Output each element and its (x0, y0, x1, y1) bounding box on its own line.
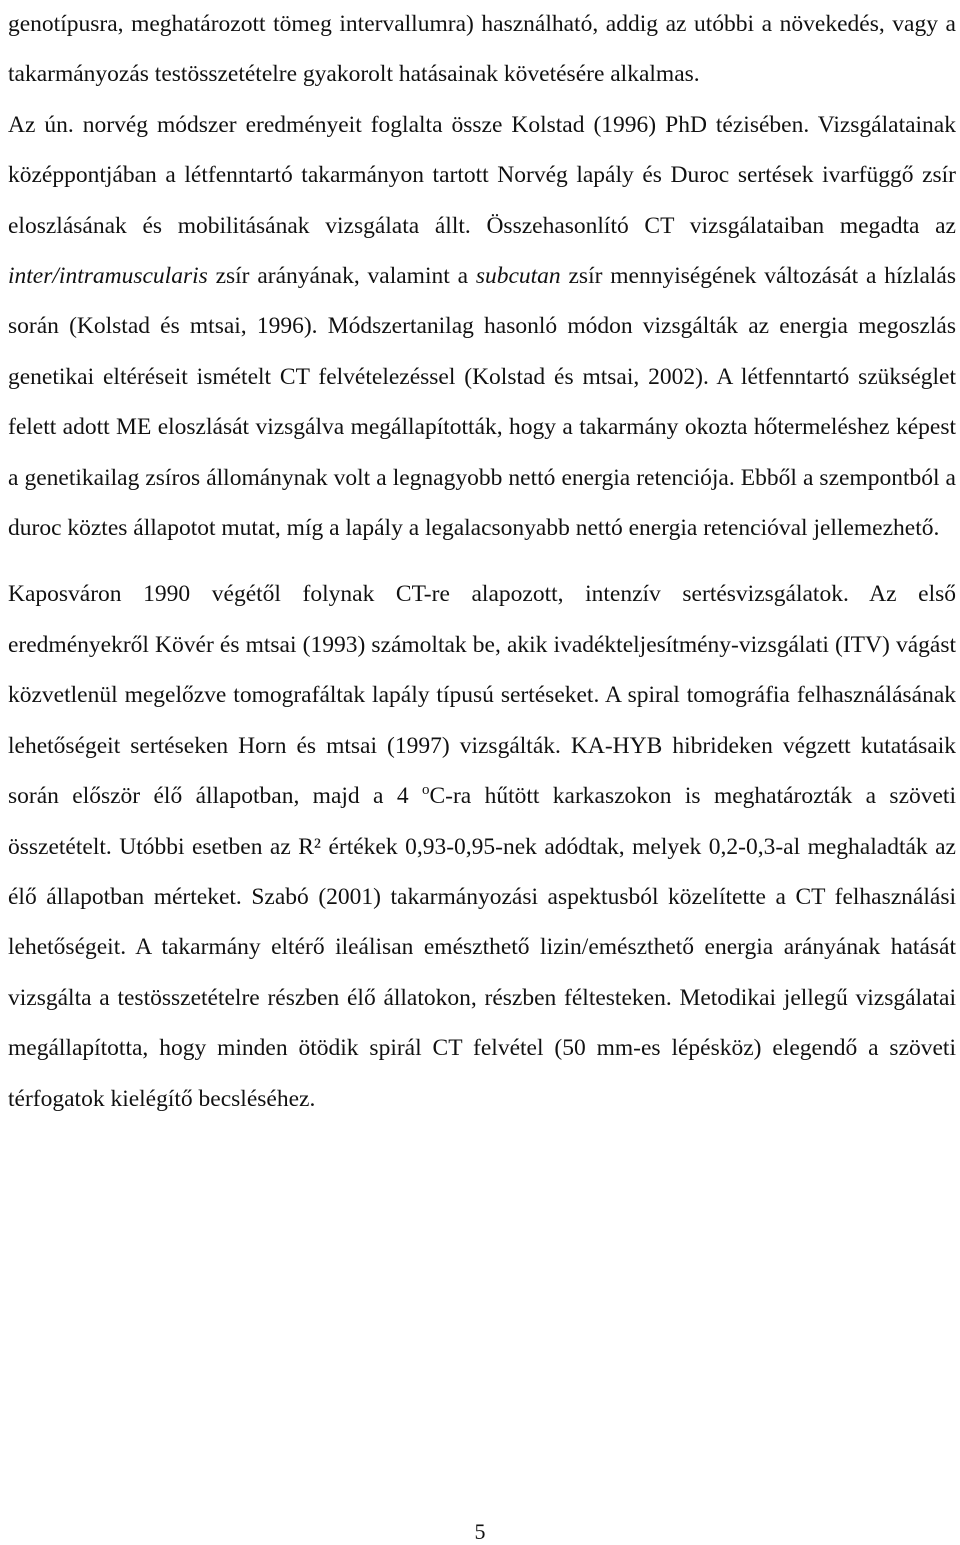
paragraph-2-text-b: zsír arányának, valamint a (207, 263, 476, 290)
document-page (8, 0, 956, 1124)
paragraph-1 (8, 0, 956, 100)
paragraph-2 (8, 100, 956, 554)
paragraph-3 (8, 569, 956, 1123)
page-number: 5 (474, 1519, 486, 1544)
paragraph-2-italic-term-1: inter/intramuscularis (8, 263, 208, 290)
paragraph-2-text-c: zsír mennyiségének változását a hízlalás során (Kolstad és mtsai, 1996). Módszertanilag hasonló módon vizsgálták az energia megoszlás genetikai eltéréseit ismételt CT felvételezéssel (Kolstad és mtsai, 2002). A létfenntartó szükséglet felett adott ME eloszlását vizsgálva megállapították, hogy a takarmány okozta hőtermeléshez képest a genetikailag zsíros állománynak volt a legnagyobb nettó energia retenciója. Ebből a szempontból a duroc köztes állapotot mutat, míg a lapály a legalacsonyabb nettó energia retencióval jellemezhető. (8, 263, 956, 542)
paragraph-2-italic-term-2: subcutan (475, 263, 561, 290)
degree-superscript: o (421, 782, 430, 799)
paragraph-3-text-b: C-ra hűtött karkaszokon is meghatározták a szöveti összetételt. Utóbbi esetben az R² értékek 0,93-0,95-nek adódtak, melyek 0,2-0,3-al meghaladták az élő állapotban mérteket. Szabó (2001) takarmányozási aspektusból közelítette a CT felhasználási lehetőségeit. A takarmány eltérő ileálisan emészthető lizin/emészthető energia arányának hatását vizsgálta a testösszetételre részben élő állatokon, részben féltesteken. Metodikai jellegű vizsgálatai megállapította, hogy minden ötödik spirál CT felvétel (50 mm-es lépésköz) elegendő a szöveti térfogatok kielégítő becsléséhez. (8, 783, 956, 1112)
paragraph-3-text-a: Kaposváron 1990 végétől folynak CT-re alapozott, intenzív sertésvizsgálatok. Az első eredményekről Kövér és mtsai (1993) számoltak be, akik ivadékteljesítmény-vizsgálati (ITV) vágást közvetlenül megelőzve tomografáltak lapály típusú sertéseket. A spiral tomográfia felhasználásának lehetőségeit sertéseken Horn és mtsai (1997) vizsgálták. KA-HYB hibrideken végzett kutatásaik során először élő állapotban, majd a 4 (8, 581, 956, 810)
paragraph-1-text: genotípusra, meghatározott tömeg intervallumra) használható, addig az utóbbi a növekedés, vagy a takarmányozás testösszetételre gyakorolt hatásainak követésére alkalmas. (8, 11, 956, 88)
paragraph-2-text-a: Az ún. norvég módszer eredményeit foglalta össze Kolstad (1996) PhD tézisében. Vizsgálatainak középpontjában a létfenntartó takarmányon tartott Norvég lapály és Duroc sertések ivarfüggő zsír eloszlásának és mobilitásának vizsgálata állt. Összehasonlító CT vizsgálataiban megadta az (8, 111, 956, 239)
